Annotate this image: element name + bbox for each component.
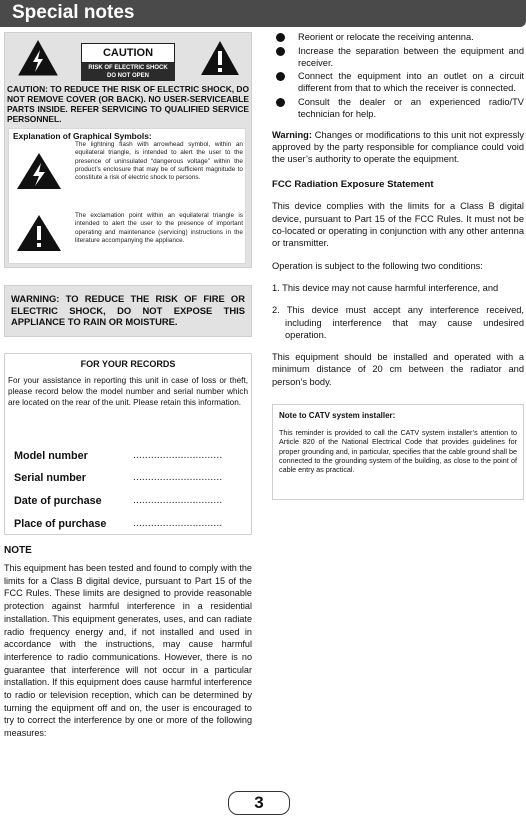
caution-sublabel-line-1: RISK OF ELECTRIC SHOCK [88,65,168,71]
right-column [272,32,524,500]
bullet-icon [276,98,285,107]
fcc-warning-paragraph [272,129,524,166]
records-box [4,353,252,535]
measures-list [272,32,524,121]
place-of-purchase-field: .............................. [133,518,223,529]
page-title: Special notes [12,2,135,23]
caution-label: CAUTION [81,43,175,63]
fcc-condition-1: 1. This device may not cause harmful interference, and [272,282,499,293]
bullet-icon [276,47,285,56]
lightning-warning-icon [17,39,59,77]
caution-text: CAUTION: TO REDUCE THE RISK OF ELECTRIC SHOCK, DO NOT REMOVE COVER (OR BACK). NO USER-SERVICEABLE PARTS INSIDE. REFER SERVICING TO QUALIFIED SERVICE PERSONNEL. [7,84,249,124]
catv-note-box [272,404,524,500]
lightning-symbol-icon [15,151,63,191]
exclamation-warning-icon [199,39,241,77]
model-number-field: .............................. [133,450,223,461]
list-item: Consult the dealer or an experienced radio/TV technician for help. [272,97,524,121]
page-number: 3 [228,791,290,815]
list-item: Reorient or relocate the receiving antenna. [272,32,524,44]
bullet-icon [276,33,285,42]
catv-text: This reminder is provided to call the CATV system installer’s attention to Article 820 of the National Electrical Code that provides guidelines for proper grounding and, in particular, specifies that the cable ground shall be connected to the grounding system of the building, as close to the point of cable entry as practical. [279,428,517,475]
list-item: Increase the separation between the equipment and receiver. [272,46,524,70]
date-of-purchase-field: .............................. [133,495,223,506]
symbols-title: Explanation of Graphical Symbols: [13,131,152,141]
place-of-purchase-label: Place of purchase [14,518,107,530]
note-title: NOTE [4,545,32,556]
exclamation-symbol-icon [15,213,63,253]
serial-number-label: Serial number [14,472,87,484]
header-bar [0,0,526,27]
date-of-purchase-label: Date of purchase [14,495,102,507]
lightning-symbol-text: The lightning flash with arrowhead symbol, within an equilateral triangle, is intended to alert the user to the presence of uninsulated “dangerous voltage” within the product’s enclosure that may be of sufficient magnitude to constitute a risk of electric shock to persons. [75,141,243,182]
fcc-exposure-p2: Operation is subject to the following two conditions: [272,260,483,271]
catv-title: Note to CATV system installer: [279,411,396,421]
caution-box [4,32,252,268]
fcc-exposure-p3: This equipment should be installed and operated with a minimum distance of 20 cm between the radiator and person’s body. [272,352,524,387]
records-intro: For your assistance in reporting this unit in case of loss or theft, please record below the model number and serial number which are located on the rear of the unit. Please retain this information. [8,376,248,407]
caution-sublabel-line-2: DO NOT OPEN [106,73,149,79]
bullet-icon [276,72,285,81]
note-text: This equipment has been tested and found to comply with the limits for a Class B digital device, pursuant to Part 15 of the FCC Rules. These limits are designed to provide reasonable protection against harmful interference in a residential installation. This equipment generates, uses, and can radiate radio frequency energy and, if not installed and used in accordance with the instructions, may cause harmful interference to radio communications. However, there is no guarantee that interference will not occur in a particular installation. If this equipment does cause harmful interference to radio or television reception, which can be determined by turning the equipment off and on, the user is encouraged to try to correct the interference by one or more of the following measures: [4,563,252,739]
warning-box: WARNING: TO REDUCE THE RISK OF FIRE OR ELECTRIC SHOCK, DO NOT EXPOSE THIS APPLIANCE TO RAIN OR MOISTURE. [4,285,252,337]
records-title: FOR YOUR RECORDS [80,359,176,369]
caution-sublabel [81,63,175,81]
fcc-condition-2: 2. This device must accept any interference received, including interference that may cause undesired operation. [272,305,524,340]
list-item: Connect the equipment into an outlet on a circuit different from that to which the receiver is connected. [272,71,524,95]
model-number-label: Model number [14,450,88,462]
fcc-warning-label: Warning: [272,129,312,140]
fcc-exposure-p1: This device complies with the limits for a Class B digital device, pursuant to Part 15 of the FCC Rules. It must not be co-located or operating in conjunction with any other antenna or transmitter. [272,201,524,249]
fcc-warning-text: Changes or modifications to this unit not expressly approved by the party responsible for compliance could void the user’s authority to operate the equipment. [272,129,524,165]
fcc-exposure-title: FCC Radiation Exposure Statement [272,179,434,191]
left-column [4,32,252,740]
graphical-symbols-box [8,128,246,264]
exclamation-symbol-text: The exclamation point within an equilateral triangle is intended to alert the user to the presence of important operating and maintenance (servicing) instructions in the literature accompanying the appliance. [75,212,243,244]
serial-number-field: .............................. [133,472,223,483]
